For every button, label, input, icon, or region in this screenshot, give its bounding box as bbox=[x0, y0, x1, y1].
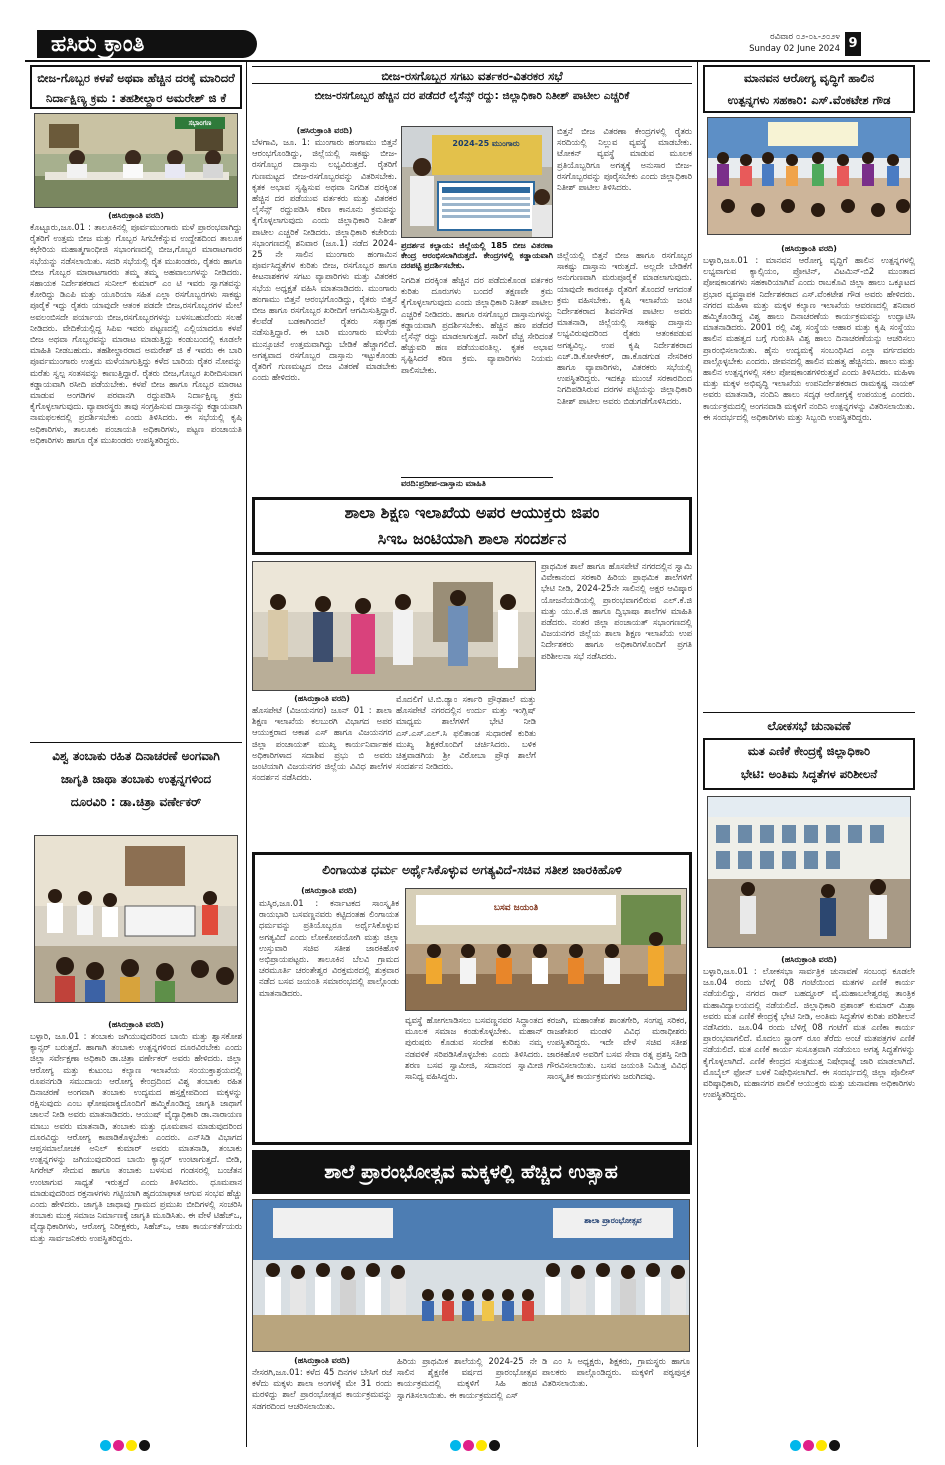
fertilizer-body: ಕೊಟ್ಟೂರು,ಜೂ.01 : ತಾಲೂಕಿನಲ್ಲಿ ಪೂರ್ವಮುಂಗಾರು ಮಳೆ ಪ್ರಾರಂಭವಾಗಿದ್ದು ರೈತರಿಗೆ ಉತ್ತಮ ಬೀಜ ಮತ್ತು ಗೊಬ್ಬರ ಸಿಗಬೇಕೆನ್ನುವ ಉದ್ದೇಶದಿಂದ ತಾಲೂಕ ಕಛೇರಿಯ ಮಹಾತ್ಮಗಾಂಧೀಜಿ ಸಭಾಂಗಣದಲ್ಲಿ ಬೀಜ,ಗೊಬ್ಬರ ಮಾರಾಟಗಾರರ ಸಭೆಯನ್ನು ನಡೆಸಲಾಯಿತು. ಸದರಿ ಸಭೆಯಲ್ಲಿ ರೈತ ಮುಖಂಡರು, ರೈತರು ಹಾಗೂ ಬೀಜ ಗೊಬ್ಬರ ಮಾರಾಟಗಾರರು ತಮ್ಮ ತಮ್ಮ ಅಹವಾಲುಗಳನ್ನು ನೀಡಿದರು. ಸಹಾಯಕ ನಿರ್ದೇಶಕರಾದ ಸುನೀಲ್ ಕುಮಾರ್ ಎಂ ಟಿ ಇವರು ಸ್ವಾಗತವನ್ನು ಕೋರಿದ್ದು ಡಿಎಪಿ ಮತ್ತು ಯೂರಿಯಾ ಸಹಿತ ಎಲ್ಲಾ ರಸಗೊಬ್ಬರಗಳು ಸಾಕಷ್ಟು ಪೂರೈಕೆ ಇದ್ದು ರೈತರು ಯಾವುದೇ ಆತಂಕ ಪಡದೇ ಬೀಜ,ರಸಗೊಬ್ಬರಗಳ ಮೇಲೆ ಅವಲಂಬಿಸದೇ ಪರ್ಯಾಯ ಬೀಜ,ರಸಗೊಬ್ಬರಗಳನ್ನು ಬಳಸಬಹುದೆಂದು ಸಲಹೆ ನೀಡಿದರು. ವೇದಿಕೆಯಲ್ಲಿದ್ದ ಸಿಪಿಐ ಇವರು ಪಟ್ಟಣದಲ್ಲಿ ಎಲ್ಲಿಯಾದರೂ ಕಳಪೆ ಬೀಜ ಅಥವಾ ಗೊಬ್ಬರವನ್ನು ಮಾರಾಟ ಮಾಡುತ್ತಿದ್ದು ಕಂಡುಬಂದಲ್ಲಿ ಕೂಡಲೇ ಮಾಹಿತಿ ನೀಡಬಹುದು. ತಹಶೀಲ್ದಾರರಾದ ಅಮರೇಶ್ ಜಿ ಕೆ ಇವರು ಈ ಬಾರಿ ಪೂರ್ವಮುಂಗಾರು ಉತ್ತಮ ಮಳೆಯಾಗುತ್ತಿದ್ದು ಕಳೆದ ಬಾರಿಯ ರೈತರ ನೋವನ್ನು ಮರೆತು ಸ್ವಲ್ಪ ಸಂತಸವನ್ನು ಕಾಣುತ್ತಿದ್ದಾರೆ. ರೈತರು ಬೀಜ,ಗೊಬ್ಬರ ಖರೀದಿಸುವಾಗ ಕಡ್ಡಾಯವಾಗಿ ರಸೀದಿ ಪಡೆಯಬೇಕು. ಕಳಪೆ ಬೀಜ ಹಾಗೂ ಗೊಬ್ಬರ ಮಾರಾಟ ಮಾಡುವ ಅಂಗಡಿಗಳ ಪರವಾನಗಿ ರದ್ದುಪಡಿಸಿ ನಿರ್ದಾಕ್ಷಿಣ್ಯ ಕ್ರಮ ಕೈಗೊಳ್ಳಲಾಗುವುದು. ವ್ಯಾಪಾರಸ್ಥರು ತಾವು ಸಂಗ್ರಹಿಸುವ ದಾಸ್ತಾನನ್ನು ಕಡ್ಡಾಯವಾಗಿ ನಾಮಫಲಕದಲ್ಲಿ ಪ್ರದರ್ಶಿಸಬೇಕು ಎಂದು ತಿಳಿಸಿದರು. ಈ ಸಭೆಯಲ್ಲಿ ಕೃಷಿ ಅಧಿಕಾರಿಗಳು, ತಾಲೂಕು ಪಂಚಾಯತಿ ಅಧಿಕಾರಿಗಳು, ಪಟ್ಟಣ ಪಂಚಾಯತಿ ಅಧಿಕಾರಿಗಳು ಹಾಗೂ ರೈತ ಮುಖಂಡರು ಉಪಸ್ಥಿತರಿದ್ದರು. bbox=[30, 222, 242, 445]
school-start-column-1: ನೇಸರಗಿ,ಜೂ.01: ಕಳೆದ 45 ದಿನಗಳ ಬೇಸಿಗೆ ರಜೆ ಕಳೆದು ಮಕ್ಕಳು ಶಾಲಾ ಅಂಗಳಕ್ಕೆ ಮೇ 31 ರಂದು ಮರಳಿದ್ದು ಶಾಲೆ ಪ್ರಾರಂಭೋತ್ಸವ ಕಾರ್ಯಕ್ರಮವನ್ನು ಸಡಗರದಿಂದ ಆಚರಿಸಲಾಯಿತು. bbox=[252, 1367, 392, 1411]
tobacco-rally-photo bbox=[34, 835, 238, 1003]
election-headline bbox=[703, 738, 915, 790]
section-rule bbox=[30, 742, 242, 743]
cyan-dot bbox=[790, 1440, 801, 1451]
school-visit-headline bbox=[252, 497, 692, 555]
headline-line: ಮಾನವನ ಆರೋಗ್ಯ ವೃದ್ಧಿಗೆ ಹಾಲಿನ bbox=[743, 71, 875, 85]
magenta-dot bbox=[113, 1440, 124, 1451]
black-dot bbox=[489, 1440, 500, 1451]
headline-line: ವಿಶ್ವ ತಂಬಾಕು ರಹಿತ ದಿನಾಚರಣೆ ಅಂಗವಾಗಿ bbox=[52, 749, 220, 763]
milk-headline bbox=[703, 65, 915, 113]
column-divider-right bbox=[697, 62, 698, 1447]
magenta-dot bbox=[463, 1440, 474, 1451]
tobacco-body: ಬಳ್ಳಾರಿ, ಜೂ.01 : ತಂಬಾಕು ಜಗಿಯುವುದರಿಂದ ಬಾಯಿ ಮತ್ತು ಶ್ವಾಸಕೋಶ ಕ್ಯಾನ್ಸರ್ ಬರುತ್ತದೆ. ಹಾಗಾಗಿ ತಂಬಾಕು ಉತ್ಪನ್ನಗಳಿಂದ ದೂರವಿರಬೇಕು ಎಂದು ಜಿಲ್ಲಾ ಸರ್ವೇಕ್ಷಣಾ ಅಧಿಕಾರಿ ಡಾ.ಚಿತ್ರಾ ವರ್ಣೇಕರ್ ಅವರು ಹೇಳಿದರು. ಜಿಲ್ಲಾ ಆರೋಗ್ಯ ಮತ್ತು ಕುಟುಂಬ ಕಲ್ಯಾಣ ಇಲಾಖೆಯ ಸಂಯುಕ್ತಾಶ್ರಯದಲ್ಲಿ ರೂಪನಗುಡಿ ಸಮುದಾಯ ಆರೋಗ್ಯ ಕೇಂದ್ರದಿಂದ ವಿಶ್ವ ತಂಬಾಕು ರಹಿತ ದಿನಾಚರಣೆ ಅಂಗವಾಗಿ ತಂಬಾಕು ಉದ್ಯಮದ ಹಸ್ತಕ್ಷೇಪದಿಂದ ಮಕ್ಕಳನ್ನು ರಕ್ಷಿಸುವುದು ಎಂಬ ಘೋಷವಾಕ್ಯದೊಂದಿಗೆ ಹಮ್ಮಿಕೊಂಡಿದ್ದ ಜಾಗೃತಿ ಜಾಥಾಗೆ ಚಾಲನೆ ನೀಡಿ ಅವರು ಮಾತನಾಡಿದರು. ಆಯುಷ್ ವೈದ್ಯಾಧಿಕಾರಿ ಡಾ.ನಾರಾಯಣ ಮಾಬು ಅವರು ಮಾತನಾಡಿ, ತಂಬಾಕು ಮತ್ತು ಧೂಮಪಾನ ಮಾಡುವುದರಿಂದ ದೂರವಿದ್ದು ಆರೋಗ್ಯ ಕಾಪಾಡಿಕೊಳ್ಳಬೇಕು ಎಂದರು. ಎನ್‌ಸಿಡಿ ವಿಭಾಗದ ಆಪ್ತಸಮಾಲೋಚಕ ಅನಿಲ್ ಕುಮಾರ್ ಅವರು ಮಾತನಾಡಿ, ತಂಬಾಕು ಉತ್ಪನ್ನಗಳನ್ನು ಜಗಿಯುವುದರಿಂದ ಬಾಯಿ ಕ್ಯಾನ್ಸರ್ ಉಂಟಾಗುತ್ತದೆ. ಬೀಡಿ, ಸಿಗರೇಟ್ ಸೇದುವ ಹಾಗೂ ತಂಬಾಕು ಬಳಸುವ ಗಂಡಸರಲ್ಲಿ ಬಂಜೆತನ ಉಂಟಾಗುವ ಸಾಧ್ಯತೆ ಇರುತ್ತದೆ ಎಂದು ತಿಳಿಸಿದರು. ಧೂಮಪಾನ ಮಾಡುವುದರಿಂದ ರಕ್ತನಾಳಗಳು ಗಟ್ಟಿಯಾಗಿ ಹೃದಯಾಘಾತ ಆಗುವ ಸಂಭವ ಹೆಚ್ಚು ಎಂದು ಹೇಳಿದರು. ಜಾಗೃತಿ ಜಾಥಾವು ಗ್ರಾಮದ ಪ್ರಮುಖ ಬೀದಿಗಳಲ್ಲಿ ಸಂಚರಿಸಿ ತಂಬಾಕು ಮುಕ್ತ ಸಮಾಜ ನಿರ್ಮಾಣಕ್ಕೆ ಜಾಗೃತಿ ಮೂಡಿಸಿತು. ಈ ವೇಳೆ ಟಿಹೆಚ್‌ಒ, ವೈದ್ಯಾಧಿಕಾರಿಗಳು, ಆರೋಗ್ಯ ನಿರೀಕ್ಷಕರು, ಸಿಹೆಚ್‌ಒ, ಆಶಾ ಕಾರ್ಯಕರ್ತೆಯರು ಮತ್ತು ಸಾರ್ವಜನಿಕರು ಉಪಸ್ಥಿತರಿದ್ದರು. bbox=[30, 1031, 242, 1243]
headline-line: ಶಾಲಾ ಶಿಕ್ಷಣ ಇಲಾಖೆಯ ಅಪರ ಆಯುಕ್ತರು ಜಿಪಂ bbox=[344, 503, 600, 522]
headline-line: ಮತ ಎಣಿಕೆ ಕೇಂದ್ರಕ್ಕೆ ಜಿಲ್ಲಾಧಿಕಾರಿ bbox=[747, 744, 871, 758]
counting-centre-illustration bbox=[708, 797, 911, 948]
school-start-headline: ಶಾಲೆ ಪ್ರಾರಂಭೋತ್ಸವ ಮಕ್ಕಳಲ್ಲಿ ಹೆಚ್ಚಿದ ಉತ್ಸಾಹ bbox=[252, 1150, 690, 1194]
school-visit-column-2: ಮೊದಲಿಗೆ ಟಿ.ಬಿ.ಡ್ಯಾಂ ಸರ್ಕಾರಿ ಪ್ರೌಢಶಾಲೆ ಮತ್ತು ಹೊಸಪೇಟೆ ನಗರದಲ್ಲಿನ ಉರ್ದು ಮತ್ತು ಇಂಗ್ಲಿಷ್ ಮಾಧ್ಯಮ ಶಾಲೆಗಳಿಗೆ ಭೇಟಿ ನೀಡಿ ಎಸ್.ಎಸ್.ಎಲ್.ಸಿ ಫಲಿತಾಂಶ ಸುಧಾರಣೆ ಕುರಿತು ಮುಖ್ಯ ಶಿಕ್ಷಕರೊಂದಿಗೆ ಚರ್ಚಿಸಿದರು. ಬಳಿಕ ಚಿತ್ತವಾಡಗಿಯ ಶ್ರೀ ವಿಠೋಬಾ ಪ್ರೌಢ ಶಾಲೆಗೆ ಸಂದರ್ಶನ ನೀಡಿದರು. bbox=[396, 694, 536, 772]
election-byline: (ಹಸಿರುಕ್ರಾಂತಿ ವರದಿ) bbox=[781, 955, 837, 964]
school-visit-column-3: ಪ್ರಾಥಮಿಕ ಶಾಲೆ ಹಾಗೂ ಹೊಸಪೇಟೆ ನಗರದಲ್ಲಿನ ಸ್ವಾಮಿ ವಿವೇಕಾನಂದ ಸರಕಾರಿ ಹಿರಿಯ ಪ್ರಾಥಮಿಕ ಶಾಲೆಗಳಿಗೆ ಭೇಟಿ ನೀಡಿ, 2024-25ನೇ ಸಾಲಿನಲ್ಲಿ ಅಕ್ಷರ ಆವಿಷ್ಕಾರ ಯೋಜನೆಯಡಿಯಲ್ಲಿ ಪ್ರಾರಂಭವಾಗಲಿರುವ ಎಲ್.ಕೆ.ಜಿ ಮತ್ತು ಯು.ಕೆ.ಜಿ ಹಾಗೂ ದ್ವಿಭಾಷಾ ಶಾಲೆಗಳ ಮಾಹಿತಿ ಪಡೆದರು. ನಂತರ ಜಿಲ್ಲಾ ಪಂಚಾಯತ್ ಸಭಾಂಗಣದಲ್ಲಿ ವಿಜಯನಗರ ಜಿಲ್ಲೆಯ ಶಾಲಾ ಶಿಕ್ಷಣ ಇಲಾಖೆಯ ಉಪ ನಿರ್ದೇಶಕರು ಹಾಗೂ ಅಧಿಕಾರಿಗಳೊಂದಿಗೆ ಪ್ರಗತಿ ಪರಿಶೀಲನಾ ಸಭೆ ನಡೆಸಿದರು. bbox=[541, 561, 692, 661]
school-banner-text: ಶಾಲಾ ಪ್ರಾರಂಭೋತ್ಸವ bbox=[584, 1216, 642, 1225]
headline-line: ನಿರ್ದಾಕ್ಷಿಣ್ಯ ಕ್ರಮ : ತಹಶೀಲ್ದಾರ ಅಮರೇಶ್ ಜಿ ಕೆ bbox=[45, 91, 227, 105]
black-dot bbox=[829, 1440, 840, 1451]
tobacco-byline: (ಹಸಿರುಕ್ರಾಂತಿ ವರದಿ) bbox=[108, 1020, 164, 1029]
meeting-photo bbox=[34, 113, 238, 208]
lingayat-box bbox=[252, 852, 692, 1145]
school-visit-column-1: ಹೊಸಪೇಟೆ (ವಿಜಯನಗರ) ಜೂನ್ 01 : ಶಾಲಾ ಶಿಕ್ಷಣ ಇಲಾಖೆಯ ಕಲಬುರಗಿ ವಿಭಾಗದ ಅಪರ ಆಯುಕ್ತರಾದ ಆಕಾಶ ಎಸ್ ಹಾಗೂ ವಿಜಯನಗರ ಜಿಲ್ಲಾ ಪಂಚಾಯತ್ ಮುಖ್ಯ ಕಾರ್ಯನಿರ್ವಾಹಕ ಅಧಿಕಾರಿಗಳಾದ ಸದಾಶಿವ ಪ್ರಭು ಬಿ ಅವರು ಜಂಟಿಯಾಗಿ ವಿಜಯನಗರ ಜಿಲ್ಲೆಯ ವಿವಿಧ ಶಾಲೆಗಳ ಸಂದರ್ಶನ ನಡೆಸಿದರು. bbox=[252, 705, 392, 783]
date-kannada: ರವಿವಾರ ೦೨-೦೬-೨೦೨೪ bbox=[770, 32, 840, 42]
headline-line: ದೂರವಿರಿ : ಡಾ.ಚಿತ್ರಾ ವರ್ಣೇಕರ್ bbox=[70, 795, 202, 809]
headline-line: ಉತ್ಪನ್ನಗಳು ಸಹಕಾರಿ: ಎಸ್.ವೆಂಕಟೇಶ ಗೌಡ bbox=[727, 93, 891, 107]
school-start-byline: (ಹಸಿರುಕ್ರಾಂತಿ ವರದಿ) bbox=[294, 1356, 350, 1365]
black-dot bbox=[139, 1440, 150, 1451]
milk-day-illustration bbox=[708, 118, 911, 235]
milk-body: ಬಳ್ಳಾರಿ,ಜೂ.01 : ಮಾನವನ ಆರೋಗ್ಯ ವೃದ್ಧಿಗೆ ಹಾಲಿನ ಉತ್ಪನ್ನಗಳಲ್ಲಿ ಲಭ್ಯವಾಗುವ ಕ್ಯಾಲ್ಸಿಯಂ, ಪ್ರೋಟಿನ್, ವಿಟಮಿನ್-ಬಿ2 ಮುಂತಾದ ಪೋಷಕಾಂಶಗಳು ಸಹಕಾರಿಯಾಗಿವೆ ಎಂದು ರಾಬಕೊವಿ ಜಿಲ್ಲಾ ಹಾಲು ಒಕ್ಕೂಟದ ಪ್ರಭಾರ ವ್ಯವಸ್ಥಾಪಕ ನಿರ್ದೇಶಕರಾದ ಎಸ್.ವೆಂಕಟೇಶ ಗೌಡ ಅವರು ಹೇಳಿದರು. ನಗರದ ಮಹಿಳಾ ಮತ್ತು ಮಕ್ಕಳ ಕಲ್ಯಾಣ ಇಲಾಖೆಯ ಆವರಣದಲ್ಲಿ ಶನಿವಾರ ಹಮ್ಮಿಕೊಂಡಿದ್ದ ವಿಶ್ವ ಹಾಲು ದಿನಾಚರಣೆಯ ಕಾರ್ಯಕ್ರಮವನ್ನು ಉದ್ಘಾಟಿಸಿ ಮಾತನಾಡಿದರು. 2001 ರಲ್ಲಿ ವಿಶ್ವ ಸಂಸ್ಥೆಯ ಆಹಾರ ಮತ್ತು ಕೃಷಿ ಸಂಸ್ಥೆಯು ಹಾಲಿನ ಮಹತ್ವದ ಬಗ್ಗೆ ಗುರುತಿಸಿ ವಿಶ್ವ ಹಾಲು ದಿನಾಚರಣೆಯನ್ನು ಆಚರಿಸಲು ಪ್ರಾರಂಭಿಸಲಾಯಿತು. ಹೈನು ಉದ್ಯಮಕ್ಕೆ ಸಂಬಂಧಿಸಿದ ಎಲ್ಲಾ ವರ್ಗದವರು ಪಾಲ್ಗೊಳ್ಳಬೇಕು ಎಂದರು. ಜೀವನದಲ್ಲಿ ಹಾಲಿನ ಮಹತ್ವ ಹೆಚ್ಚಿನದು. ಹಾಲು ಮತ್ತು ಹಾಲಿನ ಉತ್ಪನ್ನಗಳಲ್ಲಿ ಸಕಲ ಪೋಷಕಾಂಶಗಳಿರುತ್ತವೆ ಎಂದು ತಿಳಿಸಿದರು. ಮಹಿಳಾ ಮತ್ತು ಮಕ್ಕಳ ಅಭಿವೃದ್ಧಿ ಇಲಾಖೆಯ ಉಪನಿರ್ದೇಶಕರಾದ ರಾಮಕೃಷ್ಣ ನಾಯಕ್ ಅವರು ಮಾತನಾಡಿ, ನಂದಿನಿ ಹಾಲು ಸದೃಢ ಆರೋಗ್ಯಕ್ಕೆ ಉಪಯುಕ್ತ ಎಂದರು. ಕಾರ್ಯಕ್ರಮದಲ್ಲಿ ಅಂಗನವಾಡಿ ಮಕ್ಕಳಿಗೆ ನಂದಿನಿ ಉತ್ಪನ್ನಗಳನ್ನು ವಿತರಿಸಲಾಯಿತು. ಈ ಸಂದರ್ಭದಲ್ಲಿ ಅಧಿಕಾರಿಗಳು ಮತ್ತು ಸಿಬ್ಬಂದಿ ಉಪಸ್ಥಿತರಿದ್ದರು. bbox=[703, 255, 915, 422]
headline-line: ಭೇಟಿ: ಅಂತಿಮ ಸಿದ್ಧತೆಗಳ ಪರಿಶೀಲನೆ bbox=[740, 767, 878, 781]
school-visit-byline: (ಹಸಿರುಕ್ರಾಂತಿ ವರದಿ) bbox=[294, 694, 350, 703]
article-fertilizer-headline bbox=[30, 65, 242, 109]
magenta-dot bbox=[803, 1440, 814, 1451]
seed-byline: (ಹಸಿರುಕ್ರಾಂತಿ ವರದಿ) bbox=[296, 126, 353, 135]
milk-byline: (ಹಸಿರುಕ್ರಾಂತಿ ವರದಿ) bbox=[781, 244, 837, 253]
lingayat-byline: (ಹಸಿರುಕ್ರಾಂತಿ ವರದಿ) bbox=[301, 886, 357, 895]
date-english: Sunday 02 June 2024 bbox=[749, 44, 840, 54]
seed-column-3-top: ಬಿತ್ತನೆ ಬೀಜ ವಿತರಣಾ ಕೇಂದ್ರಗಳಲ್ಲಿ ರೈತರು ಸರದಿಯಲ್ಲಿ ನಿಲ್ಲುವ ವ್ಯವಸ್ಥೆ ಮಾಡಬೇಕು. ಟೋಕನ್ ವ್ಯವಸ್ಥೆ ಮಾಡುವ ಮೂಲಕ ಪ್ರತಿಯೊಬ್ಬರಿಗೂ ಅಗತ್ಯಕ್ಕೆ ಅನುಸಾರ ಬೀಜ-ರಸಗೊಬ್ಬರವನ್ನು ಪೂರೈಸಬೇಕು ಎಂದು ಜಿಲ್ಲಾಧಿಕಾರಿ ನಿತೀಶ್ ಪಾಟೀಲ ತಿಳಿಸಿದರು. bbox=[557, 126, 692, 193]
lingayat-column-3: ಕರಜಗಿ, ಮಹಾಂತೇಶ ಶಾಂತಗೇರಿ, ಸಂಗಪ್ಪ ಸರಿಕರ, ರಾಜಶೇಖರ ಮಂಡಳಿ ವಿವಿಧ ಮಠಾಧೀಶರು ಉಪಸ್ಥಿತರಿದ್ದರು. ಇದೇ ವೇಳೆ ಸಚಿವ ಸತೀಶ ಜಾರಕಿಹೊಳಿ ಅವರಿಗೆ ಬಸವ ಸೇವಾ ರತ್ನ ಪ್ರಶಸ್ತಿ ನೀಡಿ ಗೌರವಿಸಲಾಯಿತು. ಬಸವ ಜಯಂತಿ ನಿಮಿತ್ತ ವಿವಿಧ ಸಾಂಸ್ಕೃತಿಕ ಕಾರ್ಯಕ್ರಮಗಳು ಜರುಗಿದವು. bbox=[547, 1015, 687, 1082]
seed-column-2: ನಿಗದಿತ ದರಕ್ಕಿಂತ ಹೆಚ್ಚಿನ ದರ ಪಡೆದುಕೊಂಡ ವರ್ತಕರ ಕುರಿತು ದೂರುಗಳು ಬಂದರೆ ತಕ್ಷಣವೇ ಕ್ರಮ ಕೈಗೊಳ್ಳಲಾಗುವುದು ಎಂದು ಜಿಲ್ಲಾಧಿಕಾರಿ ನಿತೀಶ್ ಪಾಟೀಲ ಎಚ್ಚರಿಕೆ ನೀಡಿದರು. ಹಾಗೂ ರಸಗೊಬ್ಬರ ದಾಸ್ತಾನುಗಳನ್ನು ಕಡ್ಡಾಯವಾಗಿ ಪ್ರದರ್ಶಿಸಬೇಕು. ಹೆಚ್ಚಿನ ಹಣ ಪಡೆದರೆ ಲೈಸೆನ್ಸ್ ರದ್ದು ಮಾಡಲಾಗುತ್ತದೆ. ಸಾರಿಗೆ ವೆಚ್ಚ ಸೇರಿದಂತೆ ಹೆಚ್ಚುವರಿ ಹಣ ಪಡೆಯುವಂತಿಲ್ಲ. ಕೃತಕ ಅಭಾವ ಸೃಷ್ಟಿಸಿದರೆ ಕಠಿಣ ಕ್ರಮ. ವ್ಯಾಪಾರಿಗಳು ನಿಯಮ ಪಾಲಿಸಬೇಕು. bbox=[401, 275, 553, 375]
masthead-rule bbox=[25, 60, 930, 62]
seminar-banner-text: ಬಸವ ಜಯಂತಿ bbox=[493, 903, 539, 913]
registration-marks-centre bbox=[450, 1440, 510, 1454]
fertilizer-byline: (ಹಸಿರುಕ್ರಾಂತಿ ವರದಿ) bbox=[108, 211, 164, 220]
column-divider-left bbox=[246, 62, 247, 1447]
registration-marks-right bbox=[790, 1440, 850, 1454]
cyan-dot bbox=[450, 1440, 461, 1451]
milk-day-photo bbox=[707, 117, 911, 235]
headline-line: ಬೀಜ-ಗೊಬ್ಬರ ಕಳಪೆ ಅಥವಾ ಹೆಚ್ಚಿನ ದರಕ್ಕೆ ಮಾರಿದರೆ bbox=[37, 71, 235, 85]
seed-column-3: ಜಿಲ್ಲೆಯಲ್ಲಿ ಬಿತ್ತನೆ ಬೀಜ ಹಾಗೂ ರಸಗೊಬ್ಬರ ಸಾಕಷ್ಟು ದಾಸ್ತಾನು ಇರುತ್ತದೆ. ಅಲ್ಲದೇ ಬೇಡಿಕೆಗೆ ಅನುಗುಣವಾಗಿ ಮರುಪೂರೈಕೆ ಮಾಡಲಾಗುವುದು. ಯಾವುದೇ ಕಾರಣಕ್ಕೂ ರೈತರಿಗೆ ತೊಂದರೆ ಆಗದಂತೆ ಕ್ರಮ ವಹಿಸಬೇಕು. ಕೃಷಿ ಇಲಾಖೆಯ ಜಂಟಿ ನಿರ್ದೇಶಕರಾದ ಶಿವನಗೌಡ ಪಾಟೀಲ ಅವರು ಮಾತನಾಡಿ, ಜಿಲ್ಲೆಯಲ್ಲಿ ಸಾಕಷ್ಟು ದಾಸ್ತಾನು ಲಭ್ಯವಿರುವುದರಿಂದ ರೈತರು ಆತಂಕಪಡುವ ಅಗತ್ಯವಿಲ್ಲ. ಉಪ ಕೃಷಿ ನಿರ್ದೇಶಕರಾದ ಎಚ್.ಡಿ.ಕೋಳೇಕರ್, ಡಾ.ಕೊಡಗುಡ ನೇಸರಿಕರ ಹಾಗೂ ವ್ಯಾಪಾರಿಗಳು, ವಿತರಕರು ಸಭೆಯಲ್ಲಿ ಉಪಸ್ಥಿತರಿದ್ದರು. ಇದಕ್ಕೂ ಮುಂಚೆ ಸರಕಾರದಿಂದ ನಿಗದಿಪಡಿಸಿರುವ ದರಗಳ ಪಟ್ಟಿಯನ್ನು ಜಿಲ್ಲಾಧಿಕಾರಿ ನಿತೀಶ್ ಪಾಟೀಲ ಅವರು ಬಿಡುಗಡೆಗೊಳಿಸಿದರು. bbox=[557, 250, 692, 406]
election-body: ಬಳ್ಳಾರಿ,ಜೂ.01 : ಲೋಕಸಭಾ ಸಾರ್ವತ್ರಿಕ ಚುನಾವಣೆ ಸಂಬಂಧ ಕೂಡಲೇ ಜೂ.04 ರಂದು ಬೆಳಿಗ್ಗೆ 08 ಗಂಟೆಯಿಂದ ಮತಗಳ ಎಣಿಕೆ ಕಾರ್ಯ ನಡೆಯಲಿದ್ದು, ನಗರದ ರಾವ್ ಬಹದ್ದೂರ್ ವೈ.ಮಹಾಬಲೇಶ್ವರಪ್ಪ ತಾಂತ್ರಿಕ ಮಹಾವಿದ್ಯಾಲಯದಲ್ಲಿ ನಡೆಯಲಿದೆ. ಜಿಲ್ಲಾಧಿಕಾರಿ ಪ್ರಶಾಂತ್ ಕುಮಾರ್ ಮಿಶ್ರಾ ಅವರು ಮತ ಎಣಿಕೆ ಕೇಂದ್ರಕ್ಕೆ ಭೇಟಿ ನೀಡಿ, ಅಂತಿಮ ಸಿದ್ಧತೆಗಳ ಕುರಿತು ಪರಿಶೀಲನೆ ನಡೆಸಿದರು. ಜೂ.04 ರಂದು ಬೆಳಿಗ್ಗೆ 08 ಗಂಟೆಗೆ ಮತ ಎಣಿಕಾ ಕಾರ್ಯ ಪ್ರಾರಂಭವಾಗಲಿದೆ. ಮೊದಲು ಸ್ಟ್ರಾಂಗ್ ರೂಂ ತೆರೆದು ಅಂಚೆ ಮತಪತ್ರಗಳ ಎಣಿಕೆ ನಡೆಯಲಿದೆ. ಮತ ಎಣಿಕೆ ಕಾರ್ಯ ಸುಸೂತ್ರವಾಗಿ ನಡೆಯಲು ಅಗತ್ಯ ಸಿದ್ಧತೆಗಳನ್ನು ಕೈಗೊಳ್ಳಲಾಗಿದೆ. ಎಣಿಕೆ ಕೇಂದ್ರದ ಸುತ್ತಮುತ್ತ ನಿಷೇಧಾಜ್ಞೆ ಜಾರಿ ಮಾಡಲಾಗಿದೆ. ಮೊಬೈಲ್ ಫೋನ್ ಬಳಕೆ ನಿಷೇಧಿಸಲಾಗಿದೆ. ಈ ಸಂದರ್ಭದಲ್ಲಿ ಜಿಲ್ಲಾ ಪೊಲೀಸ್ ವರಿಷ್ಠಾಧಿಕಾರಿ, ಮಹಾನಗರ ಪಾಲಿಕೆ ಆಯುಕ್ತರು ಮತ್ತು ಚುನಾವಣಾ ಅಧಿಕಾರಿಗಳು ಉಪಸ್ಥಿತರಿದ್ದರು. bbox=[703, 966, 915, 1100]
school-start-photo bbox=[252, 1199, 690, 1352]
seed-poster-photo bbox=[401, 126, 553, 238]
meeting-banner-text: ಸಭಾಂಗಣ bbox=[188, 119, 212, 127]
article-tobacco-headline bbox=[30, 745, 242, 827]
paper-name: ಹಸಿರು ಕ್ರಾಂತಿ bbox=[37, 30, 257, 58]
yellow-dot bbox=[816, 1440, 827, 1451]
lingayat-column-1: ಮಸ್ಕಿರ,ಜೂ.01 : ಕರ್ನಾಟಕದ ಸಾಂಸ್ಕೃತಿಕ ರಾಯಭಾರಿ ಬಸವಣ್ಣನವರು ಕಟ್ಟಿದಂತಹ ಲಿಂಗಾಯತ ಧರ್ಮವನ್ನು ಪ್ರತಿಯೊಬ್ಬರೂ ಅರ್ಥೈಸಿಕೊಳ್ಳುವ ಅಗತ್ಯವಿದೆ ಎಂದು ಲೋಕೋಪಯೋಗಿ ಮತ್ತು ಜಿಲ್ಲಾ ಉಸ್ತುವಾರಿ ಸಚಿವ ಸತೀಶ ಜಾರಕಿಹೊಳಿ ಅಭಿಪ್ರಾಯಪಟ್ಟರು. ತಾಲೂಕಿನ ಬೆಲವಿ ಗ್ರಾಮದ ಚರಮೂರ್ತಿ ಚರಂತೇಶ್ವರ ವಿರಕ್ತಮಠದಲ್ಲಿ ಶುಕ್ರವಾರ ನಡೆದ ಬಸವ ಜಯಂತಿ ಸಮಾರಂಭದಲ್ಲಿ ಪಾಲ್ಗೊಂಡು ಮಾತನಾಡಿದರು. bbox=[259, 898, 399, 998]
cyan-dot bbox=[100, 1440, 111, 1451]
seed-signoff: ವರದಿ:ಪ್ರದೀಪ-ದಾಸ್ತಾನು ಮಾಹಿತಿ bbox=[401, 477, 553, 489]
election-kicker: ಲೋಕಸಭೆ ಚುನಾವಣೆ bbox=[767, 719, 851, 733]
seed-column-1: ಬೆಳಗಾವಿ, ಜೂ. 1: ಮುಂಗಾರು ಹಂಗಾಮು ಬಿತ್ತನೆ ಆರಂಭಗೊಂಡಿದ್ದು, ಜಿಲ್ಲೆಯಲ್ಲಿ ಸಾಕಷ್ಟು ಬೀಜ-ರಸಗೊಬ್ಬರ ದಾಸ್ತಾನು ಲಭ್ಯವಿರುತ್ತದೆ. ರೈತರಿಗೆ ಗುಣಮಟ್ಟದ ಬೀಜ-ರಸಗೊಬ್ಬರವನ್ನು ವಿತರಿಸಬೇಕು. ಕೃತಕ ಅಭಾವ ಸೃಷ್ಟಿಸುವ ಅಥವಾ ನಿಗದಿತ ದರಕ್ಕಿಂತ ಹೆಚ್ಚಿನ ದರ ಪಡೆಯುವ ವರ್ತಕರು ಮತ್ತು ವಿತರಕರ ಲೈಸೆನ್ಸ್ ರದ್ದುಪಡಿಸಿ ಕಠಿಣ ಕಾನೂನು ಕ್ರಮವನ್ನು ಕೈಗೊಳ್ಳಲಾಗುವುದು ಎಂದು ಜಿಲ್ಲಾಧಿಕಾರಿ ನಿತೀಶ್ ಪಾಟೀಲ ಎಚ್ಚರಿಕೆ ನೀಡಿದರು. ಜಿಲ್ಲಾಧಿಕಾರಿ ಕಚೇರಿಯ ಸಭಾಂಗಣದಲ್ಲಿ ಶನಿವಾರ (ಜೂ.1) ನಡೆದ 2024-25 ನೇ ಸಾಲಿನ ಮುಂಗಾರು ಹಂಗಾಮಿನ ಪೂರ್ವಸಿದ್ಧತೆಗಳ ಕುರಿತು ಬೀಜ, ರಸಗೊಬ್ಬರ ಹಾಗೂ ಕೀಟನಾಶಕಗಳ ಸಗಟು ವ್ಯಾಪಾರಿಗಳು ಮತ್ತು ವಿತರಕರ ಸಭೆಯ ಅಧ್ಯಕ್ಷತೆ ವಹಿಸಿ ಮಾತನಾಡಿದರು. ಮುಂಗಾರು ಹಂಗಾಮು ಬಿತ್ತನೆ ಆರಂಭಗೊಂಡಿದ್ದು, ರೈತರು ಬಿತ್ತನೆ ಬೀಜ ಹಾಗೂ ರಸಗೊಬ್ಬರ ಖರೀದಿಗೆ ಆಗಮಿಸುತ್ತಿದ್ದಾರೆ. ಕೆಲವೆಡೆ ಬಡಕಾಗಿಂದಲೆ ರೈತರು ಸತ್ಯಾಗ್ರಹ ನಡೆಸುತ್ತಿದ್ದಾರೆ. ಈ ಬಾರಿ ಮುಂಗಾರು ಮಳೆಯ ಮುನ್ಸೂಚನೆ ಉತ್ತಮವಾಗಿದ್ದು ಬೇಡಿಕೆ ಹೆಚ್ಚಾಗಲಿದೆ. ಅಗತ್ಯವಾದ ರಸಗೊಬ್ಬರ ದಾಸ್ತಾನು ಇಟ್ಟುಕೊಂಡು ರೈತರಿಗೆ ಗುಣಮಟ್ಟದ ಬೀಜ ವಿತರಣೆ ಮಾಡಬೇಕು ಎಂದು ಹೇಳಿದರು. bbox=[252, 137, 397, 383]
school-start-column-2: ಹಿರಿಯ ಪ್ರಾಥಮಿಕ ಶಾಲೆಯಲ್ಲಿ 2024-25 ನೇ ಸಾಲಿನ ಶೈಕ್ಷಣಿಕ ವರ್ಷದ ಪ್ರಾರಂಭೋತ್ಸವ ಕಾರ್ಯಕ್ರಮದಲ್ಲಿ ಮಕ್ಕಳಿಗೆ ಸಿಹಿ ಹಂಚಿ ಸ್ವಾಗತಿಸಲಾಯಿತು. ಈ ಕಾರ್ಯಕ್ರಮದಲ್ಲಿ ಎಸ್ bbox=[397, 1356, 537, 1400]
school-start-column-3: ಡಿ ಎಂ ಸಿ ಅಧ್ಯಕ್ಷರು, ಶಿಕ್ಷಕರು, ಗ್ರಾಮಸ್ಥರು ಹಾಗೂ ಪಾಲಕರು ಪಾಲ್ಗೊಂಡಿದ್ದರು. ಮಕ್ಕಳಿಗೆ ಪಠ್ಯಪುಸ್ತಕ ವಿತರಿಸಲಾಯಿತು. bbox=[542, 1356, 690, 1389]
school-visit-illustration bbox=[253, 562, 536, 691]
page-number: 9 bbox=[845, 32, 861, 56]
masthead bbox=[25, 30, 930, 60]
headline-line: ಸಿಇಒ ಜಂಟಿಯಾಗಿ ಶಾಲಾ ಸಂದರ್ಶನ bbox=[377, 529, 567, 548]
lingayat-column-2: ವ್ಯವಸ್ಥೆ ಹೋಗಲಾಡಿಸಲು ಬಸವಣ್ಣನವರ ಸಿದ್ಧಾಂತದ ಮೂಲಕ ಸಮಾಜ ಕಂಡುಕೊಳ್ಳಬೇಕು. ಮಹಾನ್ ಪುರುಷರು ಕೊಡುವ ಸಂದೇಶ ಕುರಿತು ನಮ್ಮ ನಡವಳಿಕೆ ಸರಿಪಡಿಸಿಕೊಳ್ಳಬೇಕು ಎಂದು ತಿಳಿಸಿದರು. ಶರಣ ಬಸವ ಸ್ವಾಮೀಜಿ, ಸದಾನಂದ ಸ್ವಾಮೀಜಿ ಸಾನಿಧ್ಯ ವಹಿಸಿದ್ದರು. bbox=[405, 1015, 543, 1082]
school-visit-photo bbox=[252, 561, 536, 691]
seed-kicker: ಬೀಜ-ರಸಗೊಬ್ಬರ ಸಗಟು ವರ್ತಕರ-ವಿತರಕರ ಸಭೆ bbox=[252, 66, 692, 84]
section-rule bbox=[703, 712, 915, 713]
lingayat-stage-photo bbox=[405, 888, 687, 1011]
yellow-dot bbox=[476, 1440, 487, 1451]
tobacco-rally-illustration bbox=[35, 836, 238, 1003]
seed-headline: ಬೀಜ-ರಸಗೊಬ್ಬರ ಹೆಚ್ಚಿನ ದರ ಪಡೆದರೆ ಲೈಸೆನ್ಸ್ ರದ್ದು: ಜಿಲ್ಲಾಧಿಕಾರಿ ನಿತೀಶ್ ಪಾಟೀಲ ಎಚ್ಚರಿಕೆ bbox=[314, 90, 630, 102]
seed-photo-caption: ಪ್ರದರ್ಶನ ಕಲ್ಪಾಯ: ಜಿಲ್ಲೆಯಲ್ಲಿ 185 ಬೀಜ ವಿತರಣಾ ಕೇಂದ್ರ ಆರಂಭಿಸಲಾಗಿರುತ್ತದೆ. ಕೇಂದ್ರಗಳಲ್ಲಿ ಕಡ್ಡಾಯವಾಗಿ ದರಪಟ್ಟಿ ಪ್ರದರ್ಶಿಸಬೇಕು. bbox=[401, 241, 553, 270]
headline-line: ಜಾಗೃತಿ ಜಾಥಾ ತಂಬಾಕು ಉತ್ಪನ್ನಗಳಿಂದ bbox=[60, 772, 212, 786]
poster-text: 2024-25 ಮುಂಗಾರು bbox=[452, 139, 520, 148]
lingayat-headline: ಲಿಂಗಾಯತ ಧರ್ಮ ಅರ್ಥೈಸಿಕೊಳ್ಳುವ ಅಗತ್ಯವಿದೆ-ಸಚಿವ ಸತೀಶ ಜಾರಕಿಹೊಳಿ bbox=[322, 862, 622, 877]
counting-centre-photo bbox=[707, 796, 911, 948]
yellow-dot bbox=[126, 1440, 137, 1451]
registration-marks-left bbox=[100, 1440, 160, 1454]
